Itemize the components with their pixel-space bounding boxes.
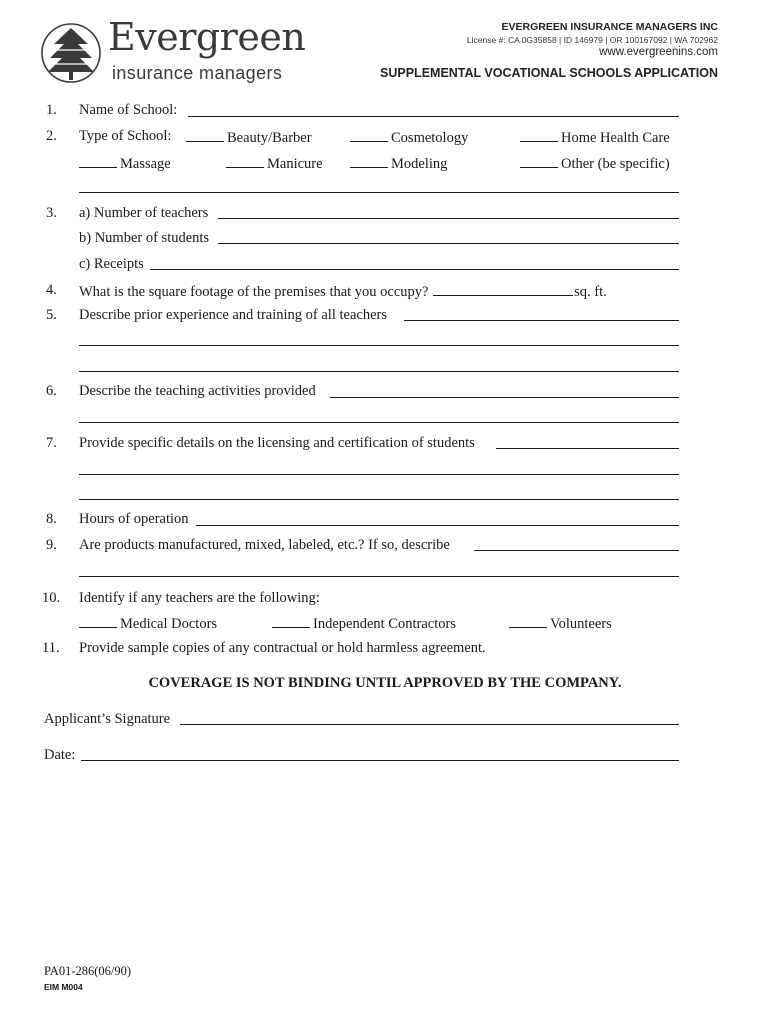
date-field[interactable] [81, 760, 679, 761]
q7-number: 7. [46, 435, 57, 451]
form-code: PA01-286(06/90) [44, 964, 132, 978]
eim-code: EIM M004 [44, 982, 83, 992]
evergreen-tree-logo [40, 22, 102, 84]
company-name: EVERGREEN INSURANCE MANAGERS INC [501, 21, 718, 33]
option-home-health-care[interactable]: Home Health Care [520, 127, 670, 147]
q5-number: 5. [46, 307, 57, 323]
option-independent-contractors[interactable]: Independent Contractors [272, 613, 456, 633]
q11-number: 11. [42, 640, 60, 656]
teacher-experience-field-3[interactable] [79, 371, 679, 372]
option-modeling[interactable]: Modeling [350, 153, 447, 173]
option-medical-doctors[interactable]: Medical Doctors [79, 613, 217, 633]
q1-number: 1. [46, 102, 57, 118]
q7-label: Provide specific details on the licensing and certification of students [79, 435, 475, 451]
q2-label: Type of School: [79, 128, 172, 144]
hours-of-operation-field[interactable] [196, 525, 679, 526]
form-title: SUPPLEMENTAL VOCATIONAL SCHOOLS APPLICATION [380, 66, 718, 80]
teacher-experience-field-1[interactable] [404, 320, 679, 321]
q5-label: Describe prior experience and training of all teachers [79, 307, 387, 323]
q1-label: Name of School: [79, 102, 178, 118]
q4-label: What is the square footage of the premises that you occupy? sq. ft. [79, 281, 607, 301]
q3c-label: c) Receipts [79, 256, 144, 272]
website-link[interactable]: www.evergreenins.com [599, 46, 718, 58]
teaching-activities-field-1[interactable] [330, 397, 679, 398]
license-line: License #: CA 0G35858 | ID 146979 | OR 100167092 | WA 702962 [466, 35, 718, 45]
q10-number: 10. [42, 590, 61, 606]
brand-name: Evergreen [108, 15, 306, 59]
q6-number: 6. [46, 383, 57, 399]
option-beauty-barber[interactable]: Beauty/Barber [186, 127, 312, 147]
q11-label: Provide sample copies of any contractual or hold harmless agreement. [79, 640, 486, 656]
signature-label: Applicant’s Signature [44, 711, 171, 727]
school-name-field[interactable] [188, 116, 679, 117]
receipts-field[interactable] [150, 269, 679, 270]
number-of-students-field[interactable] [218, 243, 679, 244]
option-massage[interactable]: Massage [79, 153, 171, 173]
q3a-label: a) Number of teachers [79, 205, 209, 221]
square-footage-field[interactable] [433, 281, 573, 296]
option-manicure[interactable]: Manicure [226, 153, 323, 173]
option-volunteers[interactable]: Volunteers [509, 613, 612, 633]
coverage-notice: COVERAGE IS NOT BINDING UNTIL APPROVED BY THE COMPANY. [148, 675, 622, 691]
teacher-experience-field-2[interactable] [79, 345, 679, 346]
other-specify-field[interactable] [79, 192, 679, 193]
teaching-activities-field-2[interactable] [79, 422, 679, 423]
number-of-teachers-field[interactable] [218, 218, 679, 219]
products-description-field-2[interactable] [79, 576, 679, 577]
q10-label: Identify if any teachers are the following: [79, 590, 320, 606]
q6-label: Describe the teaching activities provided [79, 383, 316, 399]
licensing-details-field-3[interactable] [79, 499, 679, 500]
option-other[interactable]: Other (be specific) [520, 153, 670, 173]
q8-number: 8. [46, 511, 57, 527]
licensing-details-field-2[interactable] [79, 474, 679, 475]
licensing-details-field-1[interactable] [496, 448, 679, 449]
brand-subtitle: insurance managers [112, 63, 283, 83]
q3-number: 3. [46, 205, 57, 221]
q9-label: Are products manufactured, mixed, labeled, etc.? If so, describe [79, 537, 450, 553]
q9-number: 9. [46, 537, 57, 553]
option-cosmetology[interactable]: Cosmetology [350, 127, 468, 147]
q4-number: 4. [46, 282, 57, 298]
applicant-signature-field[interactable] [180, 724, 679, 725]
date-label: Date: [44, 747, 76, 763]
products-description-field-1[interactable] [474, 550, 679, 551]
q3b-label: b) Number of students [79, 230, 210, 246]
q2-number: 2. [46, 128, 57, 144]
q8-label: Hours of operation [79, 511, 189, 527]
